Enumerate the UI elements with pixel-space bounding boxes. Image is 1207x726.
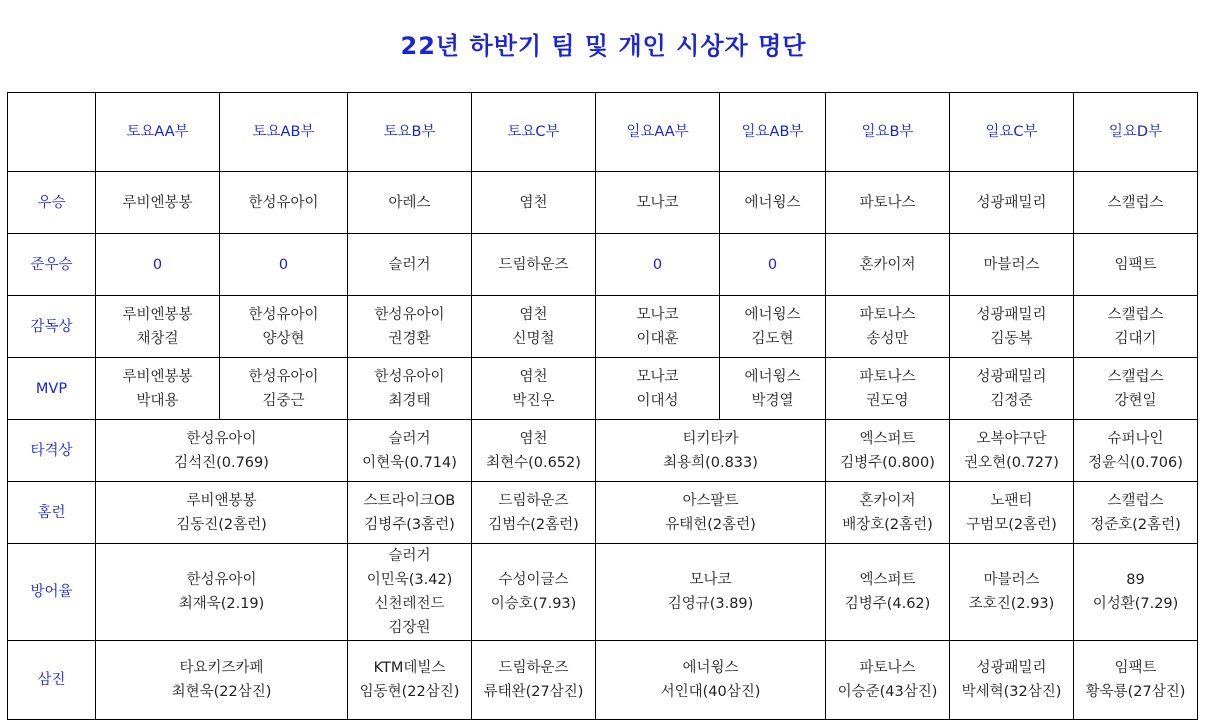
award-cell [596, 296, 720, 358]
player-stat: 배장호(2홈런) [842, 516, 933, 533]
team-name: 드림하운즈 [498, 660, 569, 676]
player-stat: 정윤식(0.706) [1088, 454, 1183, 471]
player-stat: 김병주(4.62) [844, 596, 931, 612]
award-cell [826, 234, 950, 296]
award-cell [950, 641, 1074, 720]
player-stat: 김범수(2홈런) [488, 516, 579, 533]
player-stat: 이승준(43삼진) [837, 684, 938, 700]
award-cell [96, 234, 220, 296]
award-cell [596, 482, 826, 544]
person-name: 김도현 [751, 330, 794, 347]
team-name: 마블러스 [983, 572, 1040, 588]
player-stat: 권오현(0.727) [964, 454, 1059, 471]
team-name: 아스팔트 [682, 492, 739, 509]
row-label: 홈런 [8, 482, 96, 544]
award-cell [720, 296, 826, 358]
player-stat: 이승호(7.93) [490, 596, 577, 612]
team-name: 엑스퍼트 [859, 572, 916, 588]
award-cell [472, 358, 596, 420]
player-stat: 정준호(2홈런) [1090, 516, 1181, 533]
team-name: 혼카이저 [859, 256, 916, 273]
page-title: 22년 하반기 팀 및 개인 시상자 명단 [400, 32, 807, 60]
division-header: 일요D부 [1074, 93, 1198, 172]
team-name: 오복야구단 [976, 430, 1047, 447]
team-name: 성광패밀리 [976, 306, 1047, 323]
award-row-batting [8, 420, 1198, 482]
award-cell [96, 641, 348, 720]
player-stat: 최재욱(2.19) [178, 596, 265, 612]
row-label: 감독상 [8, 296, 96, 358]
award-cell [96, 482, 348, 544]
team-name: 임팩트 [1114, 660, 1157, 676]
award-cell [1074, 234, 1198, 296]
award-cell [950, 544, 1074, 641]
division-header: 일요B부 [826, 93, 950, 172]
award-cell [596, 358, 720, 420]
award-cell [596, 641, 826, 720]
person-name: 양상현 [262, 330, 305, 347]
award-cell [1074, 544, 1198, 641]
award-cell [596, 234, 720, 296]
division-header: 일요AA부 [596, 93, 720, 172]
division-header: 토요C부 [472, 93, 596, 172]
award-cell [96, 172, 220, 234]
person-name: 권도영 [866, 392, 909, 409]
person-name: 김대기 [1114, 330, 1157, 347]
team-name: 0 [767, 256, 778, 273]
player-stat: 서인대(40삼진) [660, 684, 761, 700]
player-stat: 김병주(3홈런) [364, 516, 455, 533]
player-stat: 김동진(2홈런) [176, 516, 267, 533]
row-label: 우승 [8, 172, 96, 234]
team-name: 수성이글스 [498, 572, 569, 588]
award-cell [596, 544, 826, 641]
awards-table [7, 92, 1198, 720]
award-cell [950, 358, 1074, 420]
award-row-strikeout [8, 641, 1198, 720]
award-row-mvp [8, 358, 1198, 420]
award-cell [596, 172, 720, 234]
person-name: 권경환 [388, 330, 431, 347]
award-cell [472, 482, 596, 544]
team-name: 89 [1126, 572, 1145, 588]
team-name: 아레스 [388, 194, 431, 211]
award-cell [1074, 358, 1198, 420]
person-name: 이대성 [636, 392, 679, 409]
division-header: 일요AB부 [720, 93, 826, 172]
team-name: 임팩트 [1114, 256, 1157, 273]
player-stat: 구범모(2홈런) [966, 516, 1057, 533]
person-name: 박진우 [512, 392, 555, 409]
player-stat: 김병주(0.800) [840, 454, 935, 471]
person-name: 강현일 [1114, 392, 1157, 409]
award-cell [826, 641, 950, 720]
division-header: 토요AB부 [220, 93, 348, 172]
person-name: 김장원 [388, 620, 431, 636]
team-name: 성광패밀리 [976, 194, 1047, 211]
division-header: 토요B부 [348, 93, 472, 172]
team-name: 스캘럽스 [1107, 492, 1164, 509]
award-cell [348, 482, 472, 544]
row-label: MVP [8, 358, 96, 420]
team-name: 한성유아이 [374, 368, 445, 385]
award-cell [826, 172, 950, 234]
team-name: 드림하운즈 [498, 492, 569, 509]
person-name: 김중근 [262, 392, 305, 409]
award-cell [950, 420, 1074, 482]
team-name: 슬러거 [388, 256, 431, 273]
award-cell [826, 296, 950, 358]
player-stat: 최현수(0.652) [486, 454, 581, 471]
team-name: 0 [152, 256, 163, 273]
award-cell [950, 296, 1074, 358]
person-name: 최경태 [388, 392, 431, 409]
player-stat: 이성환(7.29) [1092, 596, 1179, 612]
person-name: 박대용 [136, 392, 179, 409]
team-name: 한성유아이 [248, 368, 319, 385]
team-name: 염천 [519, 194, 548, 211]
team-name: 스캘럽스 [1107, 368, 1164, 385]
award-cell [220, 296, 348, 358]
row-label: 준우승 [8, 234, 96, 296]
award-row-runner-up [8, 234, 1198, 296]
player-stat: 황욱룡(27삼진) [1085, 684, 1186, 700]
award-cell [826, 358, 950, 420]
division-header: 일요C부 [950, 93, 1074, 172]
person-name: 채창걸 [136, 330, 179, 347]
award-cell [826, 420, 950, 482]
team-name: 한성유아이 [248, 194, 319, 211]
award-cell [220, 234, 348, 296]
award-cell [96, 296, 220, 358]
corner-cell [8, 93, 96, 172]
award-cell [950, 172, 1074, 234]
person-name: 이대훈 [636, 330, 679, 347]
team-name: 에너윙스 [744, 368, 801, 385]
team-name: 신천레전드 [374, 596, 445, 612]
person-name: 김동복 [990, 330, 1033, 347]
team-name: 마블러스 [983, 256, 1040, 273]
team-name: 한성유아이 [186, 572, 257, 588]
award-cell [472, 420, 596, 482]
team-name: 모나코 [636, 368, 679, 385]
team-name: 슈퍼나인 [1107, 430, 1164, 447]
team-name: 루비엔봉봉 [122, 194, 193, 211]
award-cell [472, 234, 596, 296]
person-name: 신명철 [512, 330, 555, 347]
team-name: 한성유아이 [248, 306, 319, 323]
player-stat: 최현욱(22삼진) [171, 684, 272, 700]
award-cell [348, 544, 472, 641]
team-name: 성광패밀리 [976, 368, 1047, 385]
award-cell [950, 482, 1074, 544]
row-label: 방어율 [8, 544, 96, 641]
player-stat: 최용희(0.833) [663, 454, 758, 471]
award-cell [472, 172, 596, 234]
team-name: 파토나스 [859, 306, 916, 323]
award-cell [720, 172, 826, 234]
award-cell [596, 420, 826, 482]
award-cell [96, 358, 220, 420]
division-header: 토요AA부 [96, 93, 220, 172]
award-cell [826, 544, 950, 641]
team-name: 엑스퍼트 [859, 430, 916, 447]
award-cell [348, 420, 472, 482]
team-name: 에너윙스 [682, 660, 739, 676]
player-stat: 조호진(2.93) [968, 596, 1055, 612]
award-cell [348, 172, 472, 234]
person-name: 박경열 [751, 392, 794, 409]
award-cell [472, 544, 596, 641]
team-name: 염천 [519, 368, 548, 385]
team-name: 파토나스 [859, 368, 916, 385]
team-name: 스캘럽스 [1107, 306, 1164, 323]
team-name: 파토나스 [859, 660, 916, 676]
team-name: 루비엔봉봉 [122, 368, 193, 385]
team-name: 스트라이크OB [363, 492, 456, 509]
team-name: 한성유아이 [374, 306, 445, 323]
team-name: KTM데빌스 [373, 660, 446, 676]
award-cell [1074, 172, 1198, 234]
award-row-winner [8, 172, 1198, 234]
award-row-era [8, 544, 1198, 641]
award-cell [96, 420, 348, 482]
team-name: 혼카이저 [859, 492, 916, 509]
header-row [8, 93, 1198, 172]
award-cell [720, 358, 826, 420]
player-stat: 김석진(0.769) [174, 454, 269, 471]
row-label: 삼진 [8, 641, 96, 720]
player-stat: 이민욱(3.42) [366, 572, 453, 588]
award-cell [720, 234, 826, 296]
team-name: 0 [278, 256, 289, 273]
award-cell [472, 296, 596, 358]
award-cell [348, 296, 472, 358]
team-name: 타요키즈카페 [179, 660, 264, 676]
row-label: 타격상 [8, 420, 96, 482]
team-name: 스캘럽스 [1107, 194, 1164, 211]
award-cell [1074, 641, 1198, 720]
team-name: 슬러거 [388, 430, 431, 447]
award-cell [826, 482, 950, 544]
person-name: 송성만 [866, 330, 909, 347]
team-name: 염천 [519, 306, 548, 323]
award-cell [1074, 420, 1198, 482]
team-name: 모나코 [636, 194, 679, 211]
player-stat: 유태헌(2홈런) [665, 516, 756, 533]
team-name: 드림하운즈 [498, 256, 569, 273]
team-name: 0 [652, 256, 663, 273]
award-cell [348, 234, 472, 296]
player-stat: 이현욱(0.714) [362, 454, 457, 471]
team-name: 모나코 [689, 572, 732, 588]
team-name: 한성유아이 [186, 430, 257, 447]
award-row-manager [8, 296, 1198, 358]
team-name: 루비엔봉봉 [122, 306, 193, 323]
team-name: 모나코 [636, 306, 679, 323]
team-name: 노팬티 [990, 492, 1033, 509]
team-name: 슬러거 [388, 548, 431, 564]
team-name: 에너윙스 [744, 194, 801, 211]
award-row-homerun [8, 482, 1198, 544]
award-cell [1074, 296, 1198, 358]
team-name: 파토나스 [859, 194, 916, 211]
award-cell [348, 641, 472, 720]
team-name: 에너윙스 [744, 306, 801, 323]
award-cell [950, 234, 1074, 296]
award-cell [1074, 482, 1198, 544]
player-stat: 박세혁(32삼진) [961, 684, 1062, 700]
award-cell [348, 358, 472, 420]
team-name: 티키타카 [682, 430, 739, 447]
award-cell [472, 641, 596, 720]
player-stat: 류태완(27삼진) [483, 684, 584, 700]
player-stat: 김영규(3.89) [667, 596, 754, 612]
person-name: 김정준 [990, 392, 1033, 409]
award-cell [220, 358, 348, 420]
team-name: 성광패밀리 [976, 660, 1047, 676]
player-stat: 임동현(22삼진) [359, 684, 460, 700]
award-cell [220, 172, 348, 234]
award-cell [96, 544, 348, 641]
team-name: 염천 [519, 430, 548, 447]
team-name: 루비앤봉봉 [186, 492, 257, 509]
